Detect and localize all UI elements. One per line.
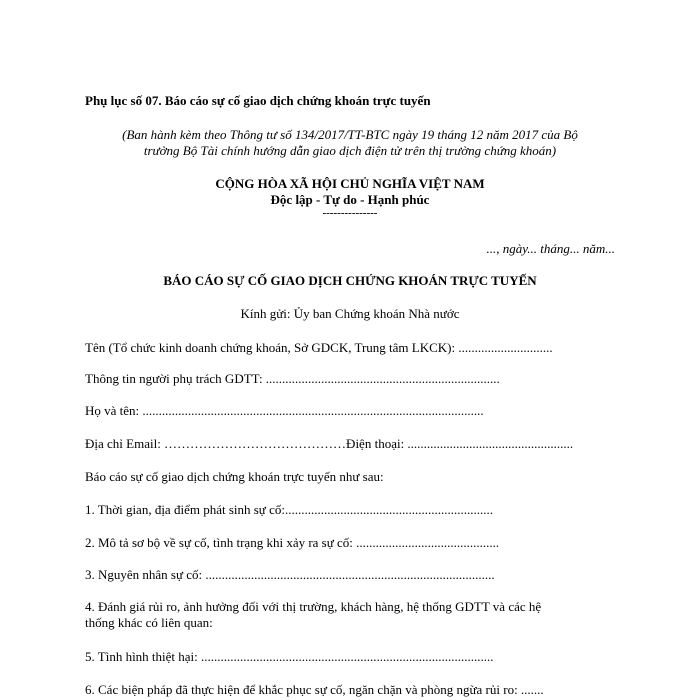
issued-note-line-2: trưởng Bộ Tài chính hướng dẫn giao dịch điện tử trên thị trường chứng khoán) (143, 143, 557, 158)
field-person-in-charge: Thông tin người phụ trách GDTT: ........................................................................ (85, 371, 500, 386)
item-6: 6. Các biện pháp đã thực hiện để khắc phục sự cố, ngăn chặn và phòng ngừa rủi ro: ....... (85, 682, 544, 697)
item-4-line-2: thống khác có liên quan: (85, 615, 213, 630)
appendix-title: Phụ lục số 07. Báo cáo sự cố giao dịch chứng khoán trực tuyến (85, 93, 431, 108)
field-full-name: Họ và tên: ......................................................................................................... (85, 403, 484, 418)
item-5: 5. Tình hình thiệt hại: .......................................................................................... (85, 649, 494, 664)
recipient: Kính gửi: Ủy ban Chứng khoán Nhà nước (240, 306, 460, 321)
intro-text: Báo cáo sự cố giao dịch chứng khoán trực tuyến như sau: (85, 469, 384, 484)
national-title: CỘNG HÒA XÃ HỘI CHỦ NGHĨA VIỆT NAM (215, 176, 485, 191)
field-email-phone: Địa chỉ Email: ……………………………………Điện thoại: ................................................... (85, 436, 574, 451)
report-title: BÁO CÁO SỰ CỐ GIAO DỊCH CHỨNG KHOÁN TRỰC TUYẾN (163, 273, 537, 288)
motto: Độc lập - Tự do - Hạnh phúc (270, 192, 430, 207)
item-3: 3. Nguyên nhân sự cố: ......................................................................................... (85, 567, 495, 582)
item-4-line-1: 4. Đánh giá rủi ro, ảnh hưởng đối với thị trường, khách hàng, hệ thống GDTT và các hệ (85, 599, 542, 614)
item-1: 1. Thời gian, địa điểm phát sinh sự cố:................................................................ (85, 502, 493, 517)
motto-rule: --------------- (322, 207, 378, 219)
issued-note-line-1: (Ban hành kèm theo Thông tư số 134/2017/TT-BTC ngày 19 tháng 12 năm 2017 của Bộ (122, 127, 578, 142)
date-line: ..., ngày... tháng... năm... (486, 241, 615, 256)
item-2: 2. Mô tả sơ bộ về sự cố, tình trạng khi xảy ra sự cố: ............................................ (85, 535, 500, 550)
field-name: Tên (Tổ chức kinh doanh chứng khoán, Sở GDCK, Trung tâm LKCK): ............................. (85, 340, 553, 355)
